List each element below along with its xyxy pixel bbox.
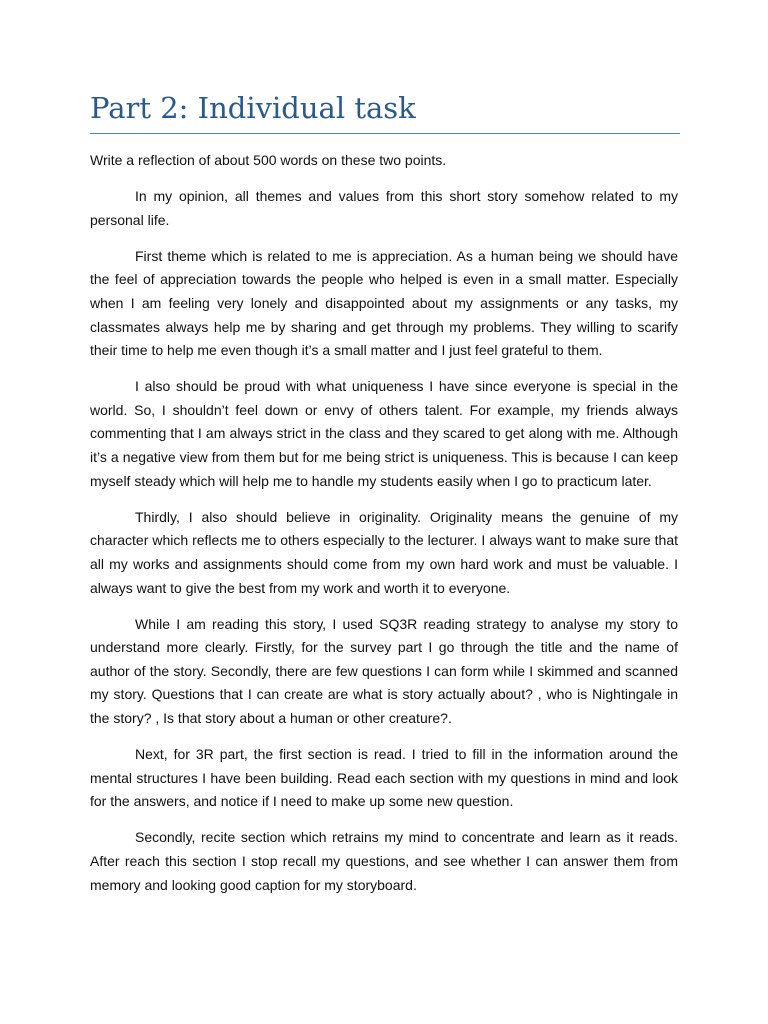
body-paragraph: In my opinion, all themes and values from this short story somehow related to my personal life.	[90, 188, 678, 228]
heading-underline	[90, 133, 680, 134]
body-paragraph: Secondly, recite section which retrains my mind to concentrate and learn as it reads. After reach this section I stop recall my questions, and see whether I can answer them from memory and looking good caption for my storyboard.	[90, 829, 678, 893]
body-paragraph: First theme which is related to me is appreciation. As a human being we should have the feel of appreciation towards the people who helped is even in a small matter. Especially when I am feeling very lonely and disappointed about my assignments or any tasks, my classmates always help me by sharing and get through my problems. They willing to scarify their time to help me even though it’s a small matter and I just feel grateful to them.	[90, 247, 678, 359]
document-body	[90, 149, 678, 910]
body-paragraph: I also should be proud with what uniqueness I have since everyone is special in the world. So, I shouldn’t feel down or envy of others talent. For example, my friends always commenting that I am always strict in the class and they scared to get along with me. Although it’s a negative view from them but for me being strict is uniqueness. This is because I can keep myself steady which will help me to handle my students easily when I go to practicum later.	[90, 378, 678, 489]
page-title: Part 2: Individual task	[90, 91, 416, 125]
instruction-paragraph: Write a reflection of about 500 words on these two points.	[90, 152, 447, 168]
body-paragraph: While I am reading this story, I used SQ3R reading strategy to analyse my story to understand more clearly. Firstly, for the survey part I go through the title and the name of author of the story. Secondly, there are few questions I can form while I skimmed and scanned my story. Questions that I can create are what is story actually about? , who is Nightingale in the story? , Is that story about a human or other creature?.	[90, 615, 678, 726]
body-paragraph: Thirdly, I also should believe in originality. Originality means the genuine of my character which reflects me to others especially to the lecturer. I always want to make sure that all my works and assignments should come from my own hard work and must be valuable. I always want to give the best from my work and worth it to everyone.	[90, 508, 678, 596]
body-paragraph: Next, for 3R part, the first section is read. I tried to fill in the information around the mental structures I have been building. Read each section with my questions in mind and look for the answers, and notice if I need to make up some new question.	[90, 746, 678, 810]
